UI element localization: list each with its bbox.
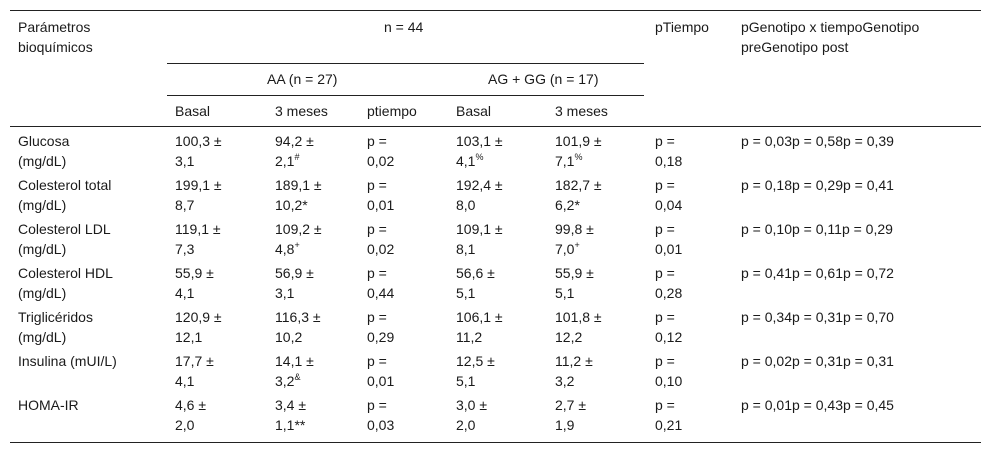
row-ag-basal-sd-text: 4,1 <box>456 153 476 169</box>
row-ptiempo-value-text: 0,21 <box>655 417 683 433</box>
header-group-ag-gg: AG + GG (n = 17) <box>488 71 599 87</box>
row-parameter-name <box>18 175 111 195</box>
row-ag-3m-sd <box>555 415 574 435</box>
row-pgenotipo-values <box>741 351 894 371</box>
row-ptiempo-value <box>655 151 682 171</box>
row-aa-3m-sd-text: 1,1** <box>275 417 306 433</box>
row-aa-3m-sd <box>275 151 299 171</box>
row-parameter-name <box>18 263 113 283</box>
row-ptiempo-value-text: 0,04 <box>655 197 683 213</box>
header-ag-basal: Basal <box>456 103 492 119</box>
row-aa-3m-sd-footnote-mark: + <box>294 240 300 250</box>
row-pgenotipo-values-text: p = 0,10p = 0,11p = 0,29 <box>741 221 893 237</box>
row-ag-3m-mean-text: 2,7 ± <box>555 397 587 413</box>
row-ptiempo-label <box>655 395 675 415</box>
row-ag-basal-mean-text: 106,1 ± <box>456 309 503 325</box>
row-aa-ptiempo-label-text: p = <box>367 397 387 413</box>
row-ptiempo-label-text: p = <box>655 177 675 193</box>
row-aa-ptiempo-value-text: 0,44 <box>367 285 395 301</box>
row-aa-basal-sd <box>175 195 194 215</box>
row-ptiempo-label <box>655 219 675 239</box>
row-parameter-unit-text: (mg/dL) <box>18 241 67 257</box>
row-parameter-unit <box>18 327 66 347</box>
header-n-total: n = 44 <box>384 19 424 35</box>
row-ag-basal-sd <box>456 415 475 435</box>
row-ag-basal-mean <box>456 263 495 283</box>
row-aa-basal-mean <box>175 263 214 283</box>
row-ag-3m-sd <box>555 239 580 259</box>
row-aa-basal-mean-text: 4,6 ± <box>175 397 207 413</box>
row-aa-ptiempo-value-text: 0,29 <box>367 329 395 345</box>
row-aa-ptiempo-label <box>367 395 387 415</box>
row-aa-basal-sd <box>175 415 194 435</box>
row-aa-ptiempo-label <box>367 351 387 371</box>
row-aa-ptiempo-label-text: p = <box>367 177 387 193</box>
row-aa-ptiempo-value-text: 0,02 <box>367 241 395 257</box>
row-ag-3m-sd <box>555 151 582 171</box>
row-ag-basal-sd <box>456 195 475 215</box>
header-ptiempo: pTiempo <box>655 19 709 35</box>
row-ag-basal-sd <box>456 151 483 171</box>
row-ag-basal-mean <box>456 175 503 195</box>
row-ptiempo-label-text: p = <box>655 397 675 413</box>
row-aa-ptiempo-label <box>367 307 387 327</box>
row-aa-ptiempo-value-text: 0,03 <box>367 417 395 433</box>
row-ag-basal-sd-footnote-mark: % <box>475 152 484 162</box>
row-ptiempo-label-text: p = <box>655 133 675 149</box>
row-parameter-name-text: Colesterol LDL <box>18 221 111 237</box>
row-aa-ptiempo-value <box>367 151 394 171</box>
row-parameter-name-text: Insulina (mUI/L) <box>18 353 117 369</box>
row-ptiempo-value <box>655 327 682 347</box>
row-ag-3m-sd-text: 5,1 <box>555 285 575 301</box>
row-aa-3m-sd <box>275 283 294 303</box>
row-ag-3m-mean <box>555 307 602 327</box>
header-aa-ptiempo: ptiempo <box>367 103 417 119</box>
row-ag-basal-mean-text: 56,6 ± <box>456 265 495 281</box>
row-aa-ptiempo-label-text: p = <box>367 265 387 281</box>
row-ag-3m-sd-text: 7,0 <box>555 241 575 257</box>
row-ag-basal-sd <box>456 327 482 347</box>
table-top-rule <box>10 10 981 11</box>
header-bioquimicos: bioquímicos <box>18 39 93 55</box>
row-ag-basal-mean <box>456 307 503 327</box>
row-ag-basal-sd <box>456 371 475 391</box>
row-aa-basal-sd <box>175 151 194 171</box>
header-bottom-rule <box>10 126 981 127</box>
row-aa-ptiempo-value <box>367 415 394 435</box>
row-parameter-name-text: HOMA-IR <box>18 397 79 413</box>
row-aa-3m-sd <box>275 415 305 435</box>
row-aa-basal-mean <box>175 307 222 327</box>
row-aa-3m-mean <box>275 351 314 371</box>
row-ptiempo-label-text: p = <box>655 221 675 237</box>
row-aa-ptiempo-label-text: p = <box>367 133 387 149</box>
row-ptiempo-value <box>655 283 682 303</box>
subheader-rule <box>167 95 644 96</box>
row-aa-3m-sd <box>275 239 300 259</box>
row-ag-3m-mean <box>555 395 586 415</box>
row-aa-basal-sd-text: 3,1 <box>175 153 195 169</box>
row-aa-basal-mean <box>175 351 214 371</box>
row-ag-basal-mean <box>456 351 495 371</box>
row-aa-3m-mean <box>275 131 314 151</box>
row-ag-basal-mean-text: 109,1 ± <box>456 221 503 237</box>
row-aa-3m-mean <box>275 263 314 283</box>
row-aa-ptiempo-label-text: p = <box>367 353 387 369</box>
row-ptiempo-label-text: p = <box>655 309 675 325</box>
row-parameter-unit <box>18 239 66 259</box>
row-ptiempo-label <box>655 263 675 283</box>
row-ag-basal-sd <box>456 283 475 303</box>
row-pgenotipo-values-text: p = 0,03p = 0,58p = 0,39 <box>741 133 894 149</box>
row-parameter-name <box>18 351 117 371</box>
row-parameter-name <box>18 307 93 327</box>
row-ag-3m-sd-text: 3,2 <box>555 373 575 389</box>
row-pgenotipo-values <box>741 175 894 195</box>
row-aa-basal-mean-text: 100,3 ± <box>175 133 222 149</box>
row-parameter-unit-text: (mg/dL) <box>18 329 67 345</box>
row-pgenotipo-values <box>741 219 893 239</box>
row-ag-basal-sd-text: 5,1 <box>456 373 476 389</box>
row-aa-basal-mean-text: 17,7 ± <box>175 353 214 369</box>
row-aa-3m-sd-text: 3,1 <box>275 285 295 301</box>
row-ag-basal-mean <box>456 395 487 415</box>
row-aa-3m-sd-text: 10,2 <box>275 329 303 345</box>
row-ag-3m-mean <box>555 175 602 195</box>
row-ag-3m-mean-text: 99,8 ± <box>555 221 594 237</box>
row-aa-3m-sd <box>275 371 300 391</box>
row-ag-basal-sd <box>456 239 475 259</box>
row-aa-basal-sd-text: 8,7 <box>175 197 195 213</box>
row-ag-3m-mean-text: 11,2 ± <box>555 353 593 369</box>
row-ag-3m-sd-text: 6,2* <box>555 197 580 213</box>
row-ag-3m-sd <box>555 371 574 391</box>
header-pgenotipo-line2: preGenotipo post <box>741 39 849 55</box>
row-aa-ptiempo-value <box>367 195 394 215</box>
row-aa-basal-mean-text: 119,1 ± <box>175 221 221 237</box>
row-aa-ptiempo-value-text: 0,01 <box>367 373 395 389</box>
row-aa-3m-mean-text: 116,3 ± <box>275 309 321 325</box>
row-ag-basal-sd-text: 2,0 <box>456 417 476 433</box>
row-ag-3m-sd-text: 1,9 <box>555 417 575 433</box>
row-ptiempo-value <box>655 371 682 391</box>
header-parametros: Parámetros <box>18 19 91 35</box>
row-ptiempo-value <box>655 415 682 435</box>
row-ptiempo-label-text: p = <box>655 353 675 369</box>
row-aa-3m-mean <box>275 307 321 327</box>
row-ptiempo-value <box>655 195 682 215</box>
row-aa-3m-mean-text: 14,1 ± <box>275 353 314 369</box>
header-pgenotipo-line1: pGenotipo x tiempoGenotipo <box>741 19 920 35</box>
row-aa-3m-mean <box>275 219 322 239</box>
row-ptiempo-label <box>655 175 675 195</box>
row-aa-3m-sd-text: 10,2* <box>275 197 308 213</box>
row-aa-3m-mean-text: 56,9 ± <box>275 265 314 281</box>
row-aa-3m-mean-text: 94,2 ± <box>275 133 314 149</box>
row-parameter-unit-text: (mg/dL) <box>18 153 67 169</box>
row-pgenotipo-values <box>741 395 894 415</box>
row-parameter-name <box>18 395 79 415</box>
row-ptiempo-label <box>655 351 675 371</box>
row-aa-basal-sd-text: 4,1 <box>175 285 195 301</box>
row-ag-basal-mean-text: 12,5 ± <box>456 353 495 369</box>
row-ag-basal-mean-text: 3,0 ± <box>456 397 488 413</box>
row-aa-ptiempo-value-text: 0,01 <box>367 197 395 213</box>
row-aa-3m-sd-footnote-mark: & <box>294 372 301 382</box>
row-ag-basal-sd-text: 5,1 <box>456 285 476 301</box>
row-ptiempo-value <box>655 239 682 259</box>
row-aa-3m-sd <box>275 327 302 347</box>
row-aa-ptiempo-label <box>367 175 387 195</box>
row-parameter-name <box>18 131 69 151</box>
row-pgenotipo-values-text: p = 0,01p = 0,43p = 0,45 <box>741 397 894 413</box>
row-aa-3m-mean-text: 189,1 ± <box>275 177 322 193</box>
header-aa-basal: Basal <box>175 103 211 119</box>
row-ptiempo-value-text: 0,01 <box>655 241 683 257</box>
row-parameter-unit-text: (mg/dL) <box>18 285 67 301</box>
row-ag-3m-sd-footnote-mark: + <box>574 240 580 250</box>
row-pgenotipo-values-text: p = 0,41p = 0,61p = 0,72 <box>741 265 894 281</box>
header-ag-3meses: 3 meses <box>555 103 608 119</box>
row-ag-basal-mean <box>456 131 503 151</box>
row-aa-ptiempo-label-text: p = <box>367 221 387 237</box>
row-pgenotipo-values-text: p = 0,34p = 0,31p = 0,70 <box>741 309 894 325</box>
row-aa-basal-sd-text: 2,0 <box>175 417 195 433</box>
row-ptiempo-value-text: 0,18 <box>655 153 683 169</box>
row-aa-3m-sd-text: 3,2 <box>275 373 295 389</box>
row-ag-basal-mean-text: 192,4 ± <box>456 177 503 193</box>
row-aa-ptiempo-label <box>367 263 387 283</box>
row-aa-3m-mean-text: 109,2 ± <box>275 221 322 237</box>
row-aa-ptiempo-value <box>367 371 394 391</box>
row-ag-3m-mean <box>555 219 594 239</box>
row-parameter-unit <box>18 283 66 303</box>
row-ptiempo-value-text: 0,10 <box>655 373 683 389</box>
row-aa-basal-sd <box>175 327 202 347</box>
row-aa-basal-sd-text: 12,1 <box>175 329 203 345</box>
row-aa-ptiempo-value <box>367 283 394 303</box>
row-aa-ptiempo-value-text: 0,02 <box>367 153 395 169</box>
row-ag-3m-mean-text: 182,7 ± <box>555 177 602 193</box>
row-aa-basal-mean <box>175 395 206 415</box>
row-aa-3m-mean <box>275 395 306 415</box>
row-ag-3m-sd-footnote-mark: % <box>574 152 583 162</box>
row-aa-3m-mean <box>275 175 322 195</box>
row-ag-3m-sd <box>555 283 574 303</box>
row-ag-basal-mean <box>456 219 503 239</box>
row-pgenotipo-values-text: p = 0,18p = 0,29p = 0,41 <box>741 177 894 193</box>
row-ag-3m-sd <box>555 195 580 215</box>
row-parameter-name-text: Colesterol total <box>18 177 112 193</box>
row-aa-ptiempo-value <box>367 327 394 347</box>
row-ag-3m-sd-text: 12,2 <box>555 329 583 345</box>
row-aa-3m-mean-text: 3,4 ± <box>275 397 307 413</box>
group-rule <box>167 63 644 64</box>
row-parameter-unit <box>18 151 66 171</box>
row-ag-3m-mean-text: 101,8 ± <box>555 309 602 325</box>
row-ag-3m-mean <box>555 131 602 151</box>
row-parameter-name <box>18 219 111 239</box>
row-parameter-unit-text: (mg/dL) <box>18 197 67 213</box>
row-pgenotipo-values <box>741 263 894 283</box>
row-aa-basal-sd-text: 4,1 <box>175 373 195 389</box>
row-aa-basal-mean-text: 55,9 ± <box>175 265 214 281</box>
row-aa-basal-mean <box>175 175 222 195</box>
row-ag-3m-mean <box>555 263 594 283</box>
row-aa-basal-sd-text: 7,3 <box>175 241 195 257</box>
row-ptiempo-label <box>655 307 675 327</box>
row-aa-basal-sd <box>175 371 194 391</box>
row-aa-ptiempo-label <box>367 219 387 239</box>
row-aa-basal-mean-text: 199,1 ± <box>175 177 222 193</box>
row-ag-basal-sd-text: 8,0 <box>456 197 476 213</box>
row-ag-3m-sd-text: 7,1 <box>555 153 575 169</box>
row-ag-basal-mean-text: 103,1 ± <box>456 133 503 149</box>
row-aa-3m-sd-text: 4,8 <box>275 241 295 257</box>
table-bottom-rule <box>10 442 981 443</box>
row-ptiempo-value-text: 0,12 <box>655 329 683 345</box>
row-ptiempo-value-text: 0,28 <box>655 285 683 301</box>
row-ag-3m-mean-text: 55,9 ± <box>555 265 594 281</box>
row-parameter-name-text: Glucosa <box>18 133 70 149</box>
row-aa-ptiempo-label-text: p = <box>367 309 387 325</box>
row-ag-3m-mean <box>555 351 593 371</box>
row-ag-basal-sd-text: 11,2 <box>456 329 483 345</box>
row-ptiempo-label <box>655 131 675 151</box>
row-aa-basal-sd <box>175 239 194 259</box>
row-ptiempo-label-text: p = <box>655 265 675 281</box>
row-aa-ptiempo-label <box>367 131 387 151</box>
row-aa-basal-mean-text: 120,9 ± <box>175 309 222 325</box>
row-parameter-name-text: Triglicéridos <box>18 309 93 325</box>
row-pgenotipo-values-text: p = 0,02p = 0,31p = 0,31 <box>741 353 894 369</box>
row-pgenotipo-values <box>741 307 894 327</box>
row-aa-ptiempo-value <box>367 239 394 259</box>
row-parameter-name-text: Colesterol HDL <box>18 265 113 281</box>
row-aa-3m-sd <box>275 195 308 215</box>
row-ag-3m-mean-text: 101,9 ± <box>555 133 602 149</box>
row-ag-3m-sd <box>555 327 582 347</box>
header-aa-3meses: 3 meses <box>275 103 328 119</box>
row-aa-3m-sd-footnote-mark: # <box>294 152 300 162</box>
row-aa-basal-mean <box>175 219 221 239</box>
row-aa-basal-sd <box>175 283 194 303</box>
row-aa-basal-mean <box>175 131 222 151</box>
row-parameter-unit <box>18 195 66 215</box>
row-pgenotipo-values <box>741 131 894 151</box>
row-ag-basal-sd-text: 8,1 <box>456 241 476 257</box>
row-aa-3m-sd-text: 2,1 <box>275 153 295 169</box>
header-group-aa: AA (n = 27) <box>267 71 338 87</box>
